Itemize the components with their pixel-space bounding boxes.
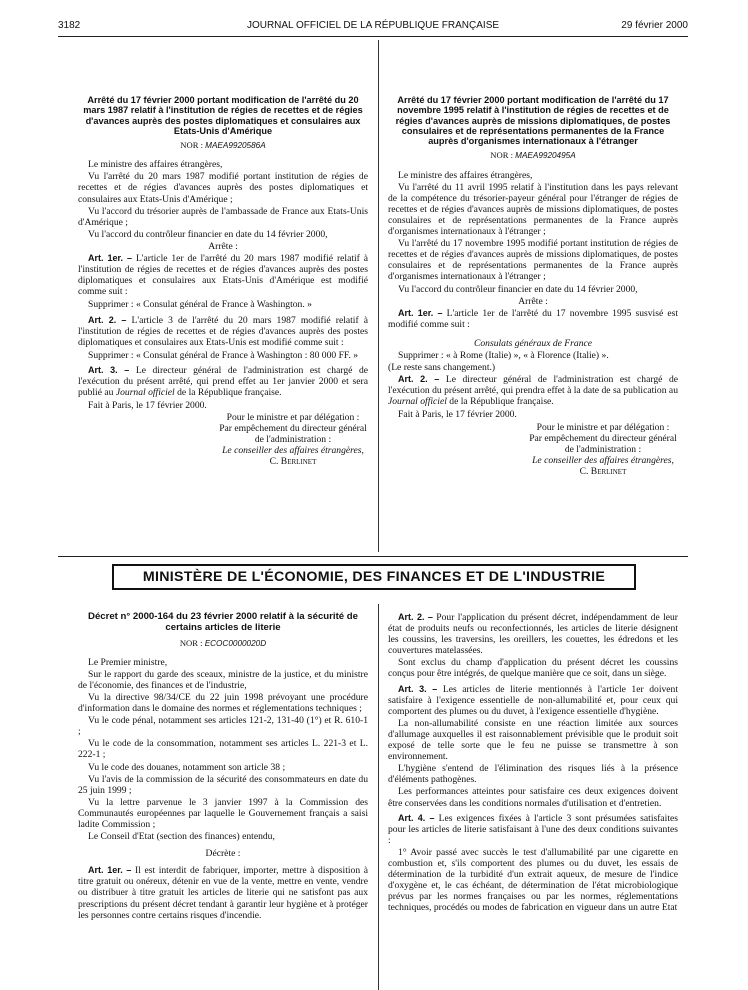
- decret-literie: Décret n° 2000-164 du 23 février 2000 relatif à la sécurité de certains articles de literie NOR : ECOC0000020D Le Premier ministre, Sur le rapport du garde des sceaux, ministre de la justice, et du ministre de l'économie, des finances et de l'industrie, Vu la directive 98/34/CE du 22 juin 1998 prévoyant une procédure d'information dans le domaine des normes et réglementations techniques ; Vu le code pénal, notamment ses articles 121-2, 131-40 (1°) et R. 610-1 ; Vu le code de la consommation, notamment ses articles L. 221-3 et L. 222-1 ; Vu le code des douanes, notamment son article 38 ; Vu l'avis de la commission de la sécurité des consommateurs en date du 25 juin 1999 ; Vu la lettre parvenue le 3 janvier 1997 à la Commission des Communautés européennes par laquelle le Gouvernement français a saisi ladite Commission ; Le Conseil d'Etat (section des finances) entendu, Décrète : Art. 1er. – Il est interdit de fabriquer, importer, mettre à disposition à titre gratuit ou onéreux, détenir en vue de la vente, mettre en vente, vendre ou distribuer à titre gratuit les articles de literie qui ne satisfont pas aux prescriptions du présent décret tendant à garantir leur hygiène et à protéger les personnes contre certains risques d'incendie.: [78, 611, 368, 921]
- decret-title: Décret n° 2000-164 du 23 février 2000 relatif à la sécurité de certains articles de literie: [88, 611, 358, 633]
- section-rule: [58, 556, 688, 557]
- arrete-washington: Arrêté du 17 février 2000 portant modification de l'arrêté du 20 mars 1987 relatif à l'institution de régies de recettes et de régies d'avances auprès des postes diplomatiques et consulaires aux Etats-Unis d'Amérique NOR : MAEA9920586A Le ministre des affaires étrangères, Vu l'arrêté du 20 mars 1987 modifié portant institution de régies de recettes et de régies d'avances auprès des postes diplomatiques et consulaires aux Etats-Unis d'Amérique ; Vu l'accord du trésorier auprès de l'ambassade de France aux Etats-Unis d'Amérique ; Vu l'accord du contrôleur financier en date du 14 février 2000, Arrête : Art. 1er. – L'article 1er de l'arrêté du 20 mars 1987 modifié relatif à l'institution de régies de recettes et de régies d'avances auprès des postes diplomatiques et consulaires aux Etats-Unis d'Amérique est modifié comme suit : Supprimer : « Consulat général de France à Washington. » Art. 2. – L'article 3 de l'arrêté du 20 mars 1987 modifié relatif à l'institution de régies de recettes et de régies d'avances auprès des postes diplomatiques et consulaires aux Etats-Unis est modifié comme suit : Supprimer : « Consulat général de France à Washington : 80 000 FF. » Art. 3. – Le directeur général de l'administration est chargé de l'exécution du présent arrêté, qui prend effet au 1er janvier 2000 et sera publié au Journal officiel de la République française. Fait à Paris, le 17 février 2000. Pour le ministre et par délégation : Par empêchement du directeur général de l'administration : Le conseiller des affaires étrangères, C. Berlinet: [78, 95, 369, 468]
- article-1: Art. 1er. – Il est interdit de fabriquer, importer, mettre à disposition à titre gratuit ou onéreux, détenir en vue de la vente, mettre en vente, vendre ou distribuer à titre gratuit les articles de literie qui ne satisfont pas aux prescriptions du présent décret tendant à garantir leur hygiène et à protéger les personnes contre certains risques d'incendie.: [78, 865, 368, 921]
- header-rule: [58, 36, 688, 37]
- article-2: Art. 2. – Pour l'application du présent décret, indépendamment de leur état de produits neufs ou reconfectionnés, les articles de literie désignent les coussins, les traversins, les oreillers, les couettes, les édredons et les couvertures matelassées.: [388, 612, 678, 657]
- column-divider-top: [378, 40, 379, 552]
- arrete-title: Arrêté du 17 février 2000 portant modification de l'arrêté du 17 novembre 1995 relatif à l'institution de régies de recettes et de régies d'avances auprès de missions diplomatiques, de postes consulaires et de représentations permanentes de la France auprès d'organismes internationaux à l'étranger: [395, 95, 671, 147]
- nor-line: NOR : MAEA9920586A: [180, 140, 266, 151]
- signature-block: Pour le ministre et par délégation : Par empêchement du directeur général de l'administration : Le conseiller des affaires étrangères, C. Berlinet: [219, 412, 367, 468]
- decret-literie-continued: Art. 2. – Pour l'application du présent décret, indépendamment de leur état de produits neufs ou reconfectionnés, les articles de literie désignent les coussins, les traversins, les oreillers, les couettes, les édredons et les couvertures matelassées. Sont exclus du champ d'application du présent décret les coussins conçus pour être intégrés, de quelque manière que ce soit, dans un siège. Art. 3. – Les articles de literie mentionnés à l'article 1er doivent satisfaire à l'exigence essentielle de non-allumabilité et, pour ceux qui comportent des plumes ou du duvet, à l'exigence essentielle d'hygiène. La non-allumabilité consiste en une réaction limitée aux sources d'allumage auxquelles il est raisonnablement prévisible que le produit soit exposé de telle sorte que le feu ne puisse se transmettre à son environnement. L'hygiène s'entend de l'élimination des risques liés à la présence d'éléments pathogènes. Les performances atteintes pour satisfaire ces deux exigences doivent être conservées dans les conditions normales d'utilisation et d'entretien. Art. 4. – Les exigences fixées à l'article 3 sont présumées satisfaites pour les articles de literie satisfaisant à l'une des deux conditions suivantes : 1° Avoir passé avec succès le test d'allumabilité par une cigarette en combustion et, s'ils comportent des plumes ou du duvet, les essais de détermination de la turbidité d'un extrait aqueux, de mesure de l'indice d'oxygène et, le cas échéant, de détermination de l'état microbiologique prévus par les normes françaises ou par les normes, réglementations techniques, procédés ou modes de fabrication en vigueur dans un autre Etat: [388, 612, 678, 914]
- article-3: Art. 3. – Le directeur général de l'administration est chargé de l'exécution du présent arrêté, qui prend effet au 1er janvier 2000 et sera publié au Journal officiel de la République française.: [78, 364, 369, 399]
- nor-line: NOR : ECOC0000020D: [179, 637, 267, 648]
- arrete-title: Arrêté du 17 février 2000 portant modification de l'arrêté du 20 mars 1987 relatif à l'institution de régies de recettes et de régies d'avances auprès des postes diplomatiques et consulaires aux Etats-Unis d'Amérique: [83, 95, 363, 136]
- journal-title: JOURNAL OFFICIEL DE LA RÉPUBLIQUE FRANÇAISE: [246, 20, 500, 31]
- running-header: [58, 20, 688, 34]
- nor-line: NOR : MAEA9920495A: [490, 150, 576, 161]
- signature-block: Pour le ministre et par délégation : Par empêchement du directeur général de l'administration : Le conseiller des affaires étrangères, C. Berlinet: [529, 421, 677, 477]
- article-4: Art. 4. – Les exigences fixées à l'article 3 sont présumées satisfaites pour les articles de literie satisfaisant à l'une des deux conditions suivantes :: [388, 812, 678, 846]
- arrete-rome-florence: Arrêté du 17 février 2000 portant modification de l'arrêté du 17 novembre 1995 relatif à l'institution de régies de recettes et de régies d'avances auprès de missions diplomatiques, de postes consulaires et de représentations permanentes de la France auprès d'organismes internationaux à l'étranger NOR : MAEA9920495A Le ministre des affaires étrangères, Vu l'arrêté du 11 avril 1995 relatif à l'institution dans les pays relevant de la compétence du trésorier-payeur général pour l'étranger de régies de recettes et de régies d'avances auprès de missions diplomatiques, de postes consulaires et de représentations permanentes de la France auprès d'organismes internationaux à l'étranger ; Vu l'arrêté du 17 novembre 1995 modifié portant institution de régies de recettes et de régies d'avances auprès de missions diplomatiques, de postes consulaires et de représentations permanentes de la France auprès d'organismes internationaux à l'étranger ; Vu l'accord du contrôleur financier en date du 14 février 2000, Arrête : Art. 1er. – L'article 1er de l'arrêté du 17 novembre 1995 susvisé est modifié comme suit : Consulats généraux de France Supprimer : « à Rome (Italie) », « à Florence (Italie) ». (Le reste sans changement.) Art. 2. – Le directeur général de l'administration est chargé de l'exécution du présent arrêté, qui prendra effet à la date de sa publication au Journal officiel de la République française. Fait à Paris, le 17 février 2000. Pour le ministre et par délégation : Par empêchement du directeur général de l'administration : Le conseiller des affaires étrangères, C. Berlinet: [388, 95, 679, 477]
- article-2: Art. 2. – L'article 3 de l'arrêté du 20 mars 1987 modifié relatif à l'institution de régies de recettes et de régies d'avances auprès des postes diplomatiques et consulaires aux Etats-Unis est modifié comme suit :: [78, 314, 368, 348]
- issue-date: 29 février 2000: [621, 20, 688, 31]
- article-1: Art. 1er. – L'article 1er de l'arrêté du 17 novembre 1995 susvisé est modifié comme suit :: [388, 307, 679, 330]
- article-3: Art. 3. – Les articles de literie mentionnés à l'article 1er doivent satisfaire à l'exigence essentielle de non-allumabilité et, pour ceux qui comportent des plumes ou du duvet, à l'exigence essentielle d'hygiène.: [388, 683, 678, 717]
- article-1: Art. 1er. – L'article 1er de l'arrêté du 20 mars 1987 modifié relatif à l'institution de régies de recettes et de régies d'avances auprès des postes diplomatiques et consulaires aux Etats-Unis d'Amérique est modifié comme suit :: [78, 253, 369, 298]
- ministry-banner: MINISTÈRE DE L'ÉCONOMIE, DES FINANCES ET DE L'INDUSTRIE: [112, 564, 636, 590]
- page-number: 3182: [58, 20, 81, 31]
- article-2: Art. 2. – Le directeur général de l'administration est chargé de l'exécution du présent arrêté, qui prendra effet à la date de sa publication au Journal officiel de la République française.: [388, 374, 679, 408]
- column-divider-bottom: [378, 604, 379, 990]
